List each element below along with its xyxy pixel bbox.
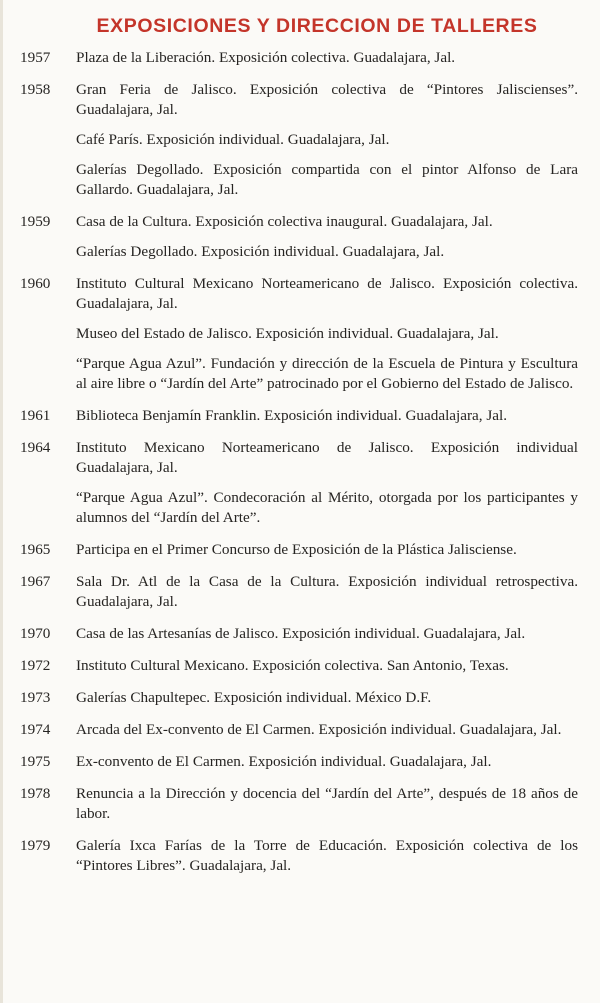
entry-items (76, 274, 578, 394)
entry-text: Galerías Degollado. Exposición compartida con el pintor Alfonso de Lara Gallardo. Guadalajara, Jal. (76, 161, 578, 198)
entry-text: Galerías Degollado. Exposición individual. Guadalajara, Jal. (76, 243, 445, 260)
entry-text: Sala Dr. Atl de la Casa de la Cultura. Exposición individual retrospectiva. Guadalajara, Jal. (76, 573, 578, 610)
entry-text: “Parque Agua Azul”. Condecoración al Mérito, otorgada por los participantes y alumnos del “Jardín del Arte”. (76, 489, 578, 526)
entry-text: Participa en el Primer Concurso de Exposición de la Plástica Jalisciense. (76, 541, 517, 558)
entry-items (76, 438, 578, 528)
entry-items (76, 836, 578, 876)
entry-text: Plaza de la Liberación. Exposición colectiva. Guadalajara, Jal. (76, 49, 456, 66)
entry-year: 1965 (20, 541, 51, 558)
entry-text: Arcada del Ex-convento de El Carmen. Exposición individual. Guadalajara, Jal. (76, 721, 562, 738)
exhibition-list (20, 48, 578, 876)
entry-items (76, 656, 578, 676)
entry-year: 1967 (20, 573, 51, 590)
entry-text: Instituto Mexicano Norteamericano de Jalisco. Exposición individual Guadalajara, Jal. (76, 439, 578, 476)
entry-year: 1978 (20, 785, 51, 802)
entry-year: 1957 (20, 49, 51, 66)
entry-items (76, 720, 578, 740)
timeline-entry (20, 688, 578, 708)
entry-items (76, 80, 578, 200)
entry-text: Biblioteca Benjamín Franklin. Exposición individual. Guadalajara, Jal. (76, 407, 508, 424)
entry-items (76, 688, 578, 708)
entry-year: 1960 (20, 275, 51, 292)
entry-text: Casa de las Artesanías de Jalisco. Exposición individual. Guadalajara, Jal. (76, 625, 526, 642)
entry-year: 1979 (20, 837, 51, 854)
entry-text: Galerías Chapultepec. Exposición individual. México D.F. (76, 689, 432, 706)
entry-text: Museo del Estado de Jalisco. Exposición individual. Guadalajara, Jal. (76, 325, 499, 342)
entry-text: Galería Ixca Farías de la Torre de Educación. Exposición colectiva de los “Pintores Libres”. Guadalajara, Jal. (76, 837, 578, 874)
entry-year: 1972 (20, 657, 51, 674)
entry-items (76, 572, 578, 612)
entry-year: 1959 (20, 213, 51, 230)
entry-text: Café París. Exposición individual. Guadalajara, Jal. (76, 131, 390, 148)
entry-items (76, 624, 578, 644)
entry-items (76, 212, 578, 262)
entry-text: Casa de la Cultura. Exposición colectiva inaugural. Guadalajara, Jal. (76, 213, 493, 230)
entry-year: 1970 (20, 625, 51, 642)
timeline-entry (20, 720, 578, 740)
timeline-entry (20, 784, 578, 824)
timeline-entry (20, 752, 578, 772)
entry-text: Gran Feria de Jalisco. Exposición colectiva de “Pintores Jaliscienses”. Guadalajara, Jal. (76, 81, 578, 118)
entry-text: “Parque Agua Azul”. Fundación y dirección de la Escuela de Pintura y Escultura al aire libre o “Jardín del Arte” patrocinado por el Gobierno del Estado de Jalisco. (76, 355, 578, 392)
entry-year: 1964 (20, 439, 51, 456)
entry-year: 1961 (20, 407, 51, 424)
entry-items (76, 48, 578, 68)
timeline-entry (20, 80, 578, 200)
entry-year: 1975 (20, 753, 51, 770)
timeline-entry (20, 274, 578, 394)
entry-year: 1974 (20, 721, 51, 738)
entry-items (76, 406, 578, 426)
entry-year: 1958 (20, 81, 51, 98)
entry-items (76, 540, 578, 560)
timeline-entry (20, 836, 578, 876)
entry-text: Ex-convento de El Carmen. Exposición individual. Guadalajara, Jal. (76, 753, 492, 770)
entry-text: Renuncia a la Dirección y docencia del “Jardín del Arte”, después de 18 años de labor. (76, 785, 578, 822)
entry-items (76, 752, 578, 772)
entry-text: Instituto Cultural Mexicano. Exposición colectiva. San Antonio, Texas. (76, 657, 509, 674)
entry-text: Instituto Cultural Mexicano Norteamericano de Jalisco. Exposición colectiva. Guadalajara, Jal. (76, 275, 578, 312)
page-title: EXPOSICIONES Y DIRECCION DE TALLERES (96, 15, 538, 37)
timeline-entry (20, 572, 578, 612)
timeline-entry (20, 540, 578, 560)
entry-items (76, 784, 578, 824)
timeline-entry (20, 656, 578, 676)
timeline-entry (20, 624, 578, 644)
timeline-entry (20, 212, 578, 262)
entry-year: 1973 (20, 689, 51, 706)
timeline-entry (20, 406, 578, 426)
timeline-entry (20, 438, 578, 528)
timeline-entry (20, 48, 578, 68)
